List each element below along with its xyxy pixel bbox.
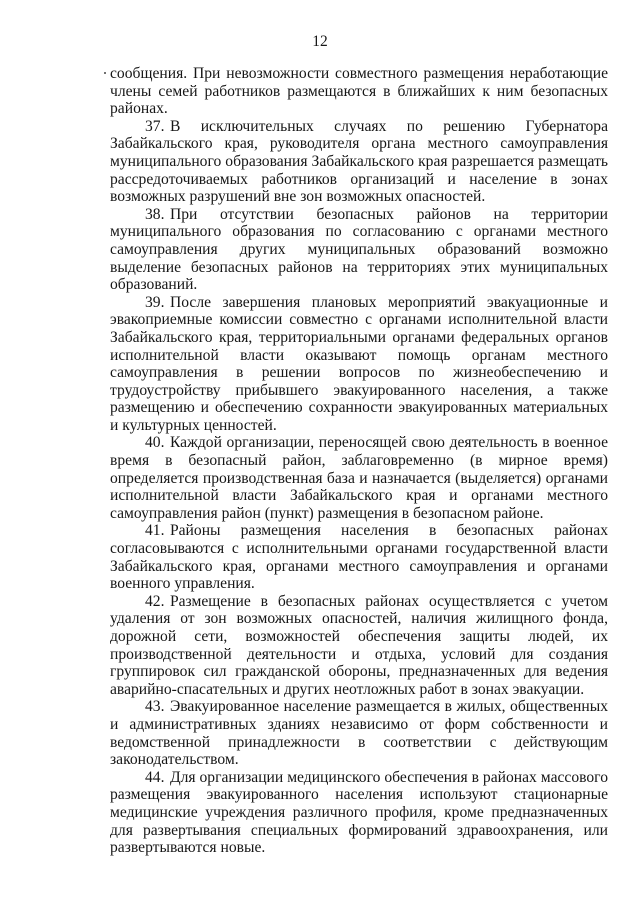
paragraph-text: Районы размещения населения в безопасных районах согласовываются с исполнительными органами государственной власти Забайкальского края, органами местного самоуправления и органами военного управления.	[110, 522, 608, 593]
paragraph-text: Эвакуированное население размещается в жилых, общественных и административных зданиях независимо от форм собственности и ведомственной принадлежности в соответствии с действующим законодательством.	[110, 698, 608, 769]
paragraph-text: Для организации медицинского обеспечения в районах массового размещения эвакуированного населения используют стационарные медицинские учреждения различного профиля, кроме предназначенных для развертывания специальных формирований здравоохранения, или развертываются новые.	[110, 768, 608, 857]
paragraph-continuation	[110, 65, 608, 118]
paragraph-42	[110, 593, 608, 699]
paragraph-number: 39.	[145, 293, 165, 311]
paragraph-44	[110, 769, 608, 857]
paragraph-number: 40.	[145, 434, 165, 452]
paragraph-number: 41.	[145, 522, 165, 540]
paragraph-text: Размещение в безопасных районах осуществляется с учетом удаления от зон возможных опасностей, наличия жилищного фонда, дорожной сети, возможностей обеспечения защиты людей, их производственной деятельности и отдыха, условий для создания группировок сил гражданской обороны, предназначенных для ведения аварийно-спасательных и других неотложных работ в зонах эвакуации.	[110, 592, 608, 698]
paragraph-text: В исключительных случаях по решению Губернатора Забайкальского края, руководителя органа местного самоуправления муниципального образования Забайкальского края разрешается размещать рассредоточиваемых работников организаций и население в зонах возможных разрушений вне зон возможных опасностей.	[110, 117, 608, 206]
paragraph-38	[110, 206, 608, 294]
page-number: 12	[312, 33, 328, 50]
document-body	[110, 65, 608, 857]
paragraph-number: 43.	[145, 698, 165, 716]
paragraph-text: Каждой организации, переносящей свою деятельность в военное время в безопасный район, заблаговременно (в мирное время) определяется производственная база и назначается (выделяется) органами исполнительной власти Забайкальского края и органами местного самоуправления район (пункт) размещения в безопасном районе.	[110, 434, 608, 522]
paragraph-number: 44.	[145, 768, 165, 786]
scan-artifact-dot	[104, 72, 106, 74]
paragraph-number: 38.	[145, 205, 165, 223]
paragraph-41	[110, 522, 608, 592]
paragraph-number: 42.	[145, 592, 165, 610]
paragraph-number: 37.	[145, 117, 165, 135]
paragraph-text: При отсутствии безопасных районов на территории муниципального образования по согласованию с органами местного самоуправления других муниципальных образований возможно выделение безопасных районов на территориях этих муниципальных образований.	[110, 205, 608, 294]
paragraph-40	[110, 434, 608, 522]
paragraph-text: После завершения плановых мероприятий эвакуационные и эвакоприемные комиссии совместно с органами исполнительной власти Забайкальского края, территориальными органами федеральных органов исполнительной власти оказывают помощь органам местного самоуправления в решении вопросов по жизнеобеспечению и трудоустройству прибывшего эвакуированного населения, а также размещению и обеспечению сохранности эвакуированных материальных и культурных ценностей.	[110, 293, 608, 434]
paragraph-39	[110, 294, 608, 435]
paragraph-43	[110, 698, 608, 768]
paragraph-text: сообщения. При невозможности совместного размещения неработающие члены семей работников размещаются в ближайших к ним безопасных районах.	[110, 65, 608, 118]
paragraph-37	[110, 118, 608, 206]
